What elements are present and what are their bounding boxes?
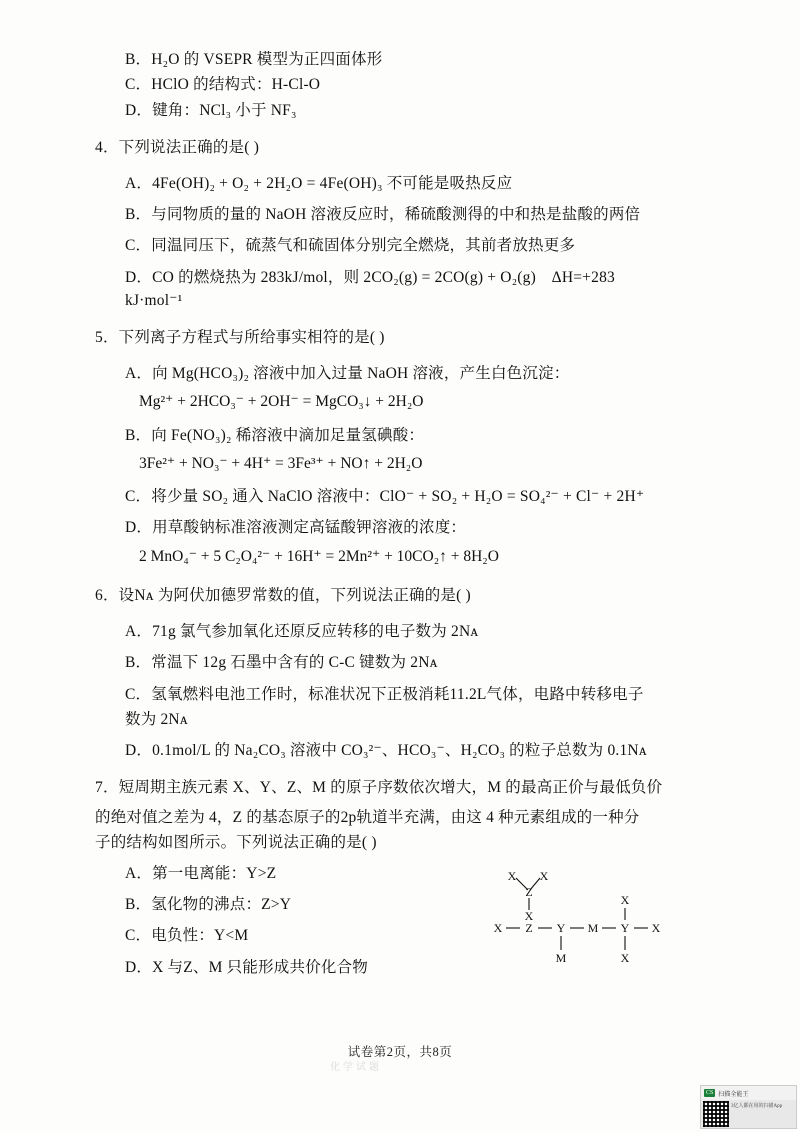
watermark-header [701,1086,796,1100]
option-item: B．H₂O 的 VSEPR 模型为正四面体形 [125,51,383,68]
option-item: C．HClO 的结构式：H-Cl-O [125,76,321,94]
atom-label-Z: Z [525,921,533,935]
atom-label-Y: Y [556,921,566,935]
watermark-subtitle: 3亿人都在用的扫描App [731,1104,783,1109]
cs-badge-icon: CS [706,1090,714,1096]
scanner-watermark [700,1085,797,1129]
question-7-line3: 子的结构如图所示。下列说法正确的是( ) [95,834,377,852]
option-item: C．电负性：Y<M [125,927,249,945]
question-4-number: 4． [95,138,119,156]
option-item: A．向 Mg(HCO₃)₂ 溶液中加入过量 NaOH 溶液，产生白色沉淀： [125,365,570,383]
option-item-continuation: 数为 2Nᴀ [125,710,188,728]
question-4-text: 下列说法正确的是( ) [118,138,260,156]
option-item: B．常温下 12g 石墨中含有的 C-C 键数为 2Nᴀ [125,654,438,672]
equation-item: 2 MnO₄⁻ + 5 C₂O₄²⁻ + 16H⁺ = 2Mn²⁺ + 10CO₂↑ + 8H₂O [139,547,499,565]
question-6-number: 6． [95,587,119,605]
question-5-text: 下列离子方程式与所给事实相符的是( ) [118,329,385,347]
question-6-text: 设Nᴀ 为阿伏加德罗常数的值，下列说法正确的是( ) [118,587,471,605]
structure-svg [480,870,670,980]
faint-watermark-text: 化学试题 [330,1062,382,1073]
question-7-heading [95,776,675,800]
page-footer: 试卷第2页，共8页 [347,1045,453,1059]
equation-item: 3Fe²⁺ + NO₃⁻ + 4H⁺ = 3Fe³⁺ + NO↑ + 2H₂O [139,454,423,472]
option-item: D．0.1mol/L 的 Na₂CO₃ 溶液中 CO₃²⁻、HCO₃⁻、H₂CO₃ 的粒子总数为 0.1Nᴀ [125,742,647,760]
question-7-line2: 的绝对值之差为 4，Z 的基态原子的2p轨道半充满，由这 4 种元素组成的一种分 [95,809,640,827]
option-item: B．氢化物的沸点：Z>Y [125,896,292,914]
option-item: A．第一电离能：Y>Z [125,864,277,882]
atom-label-X: X [524,909,534,923]
atom-label-X: X [651,921,661,935]
question-6-heading [95,584,675,608]
atom-label-X: X [620,951,630,965]
exam-content [95,48,675,981]
option-item: A．71g 氯气参加氧化还原反应转移的电子数为 2Nᴀ [125,623,479,641]
option-item: D．用草酸钠标准溶液测定高锰酸钾溶液的浓度： [125,519,467,537]
atom-label-X: X [539,870,549,883]
option-item: D．X 与Z、M 只能形成共价化合物 [125,958,368,976]
question-7-line1: 短周期主族元素 X、Y、Z、M 的原子序数依次增大，M 的最高正价与最低负价 [118,779,663,797]
option-item: B．向 Fe(NO₃)₂ 稀溶液中滴加足量氢碘酸： [125,426,425,444]
atom-label-M: M [587,921,599,935]
question-5-number: 5． [95,329,119,347]
option-item: D．CO 的燃烧热为 283kJ/mol，则 2CO₂(g) = 2CO(g) + O₂(g) ΔH=+283 kJ·mol⁻¹ [125,268,615,309]
question-5-heading [95,326,675,350]
qr-code-icon [703,1101,729,1127]
atom-label-X: X [493,921,503,935]
option-item: D．键角：NCl₃ 小于 NF₃ [125,101,297,119]
equation-item: Mg²⁺ + 2HCO₃⁻ + 2OH⁻ = MgCO₃↓ + 2H₂O [139,393,424,411]
option-item: A．4Fe(OH)₂ + O₂ + 2H₂O = 4Fe(OH)₃ 不可能是吸热反应 [125,174,513,192]
option-item: C．氢氧燃料电池工作时，标准状况下正极消耗11.2L气体，电路中转移电子 [125,685,644,703]
atom-label-X: X [620,893,630,907]
option-item: B．与同物质的量的 NaOH 溶液反应时，稀硫酸测得的中和热是盐酸的两倍 [125,206,641,224]
atom-label-X: X [507,870,517,883]
atom-label-Y: Y [620,921,630,935]
option-item: C．同温同压下，硫蒸气和硫固体分别完全燃烧，其前者放热更多 [125,237,576,255]
atom-label-M: M [555,951,567,965]
molecular-structure-diagram [480,870,670,980]
option-item: C．将少量 SO₂ 通入 NaClO 溶液中：ClO⁻ + SO₂ + H₂O = SO₄²⁻ + Cl⁻ + 2H⁺ [125,488,645,506]
question-4-heading [95,136,675,160]
watermark-title: 扫描全能王 [718,1091,749,1098]
atom-label-Z: Z [525,885,533,899]
question-7-number: 7． [95,779,119,797]
